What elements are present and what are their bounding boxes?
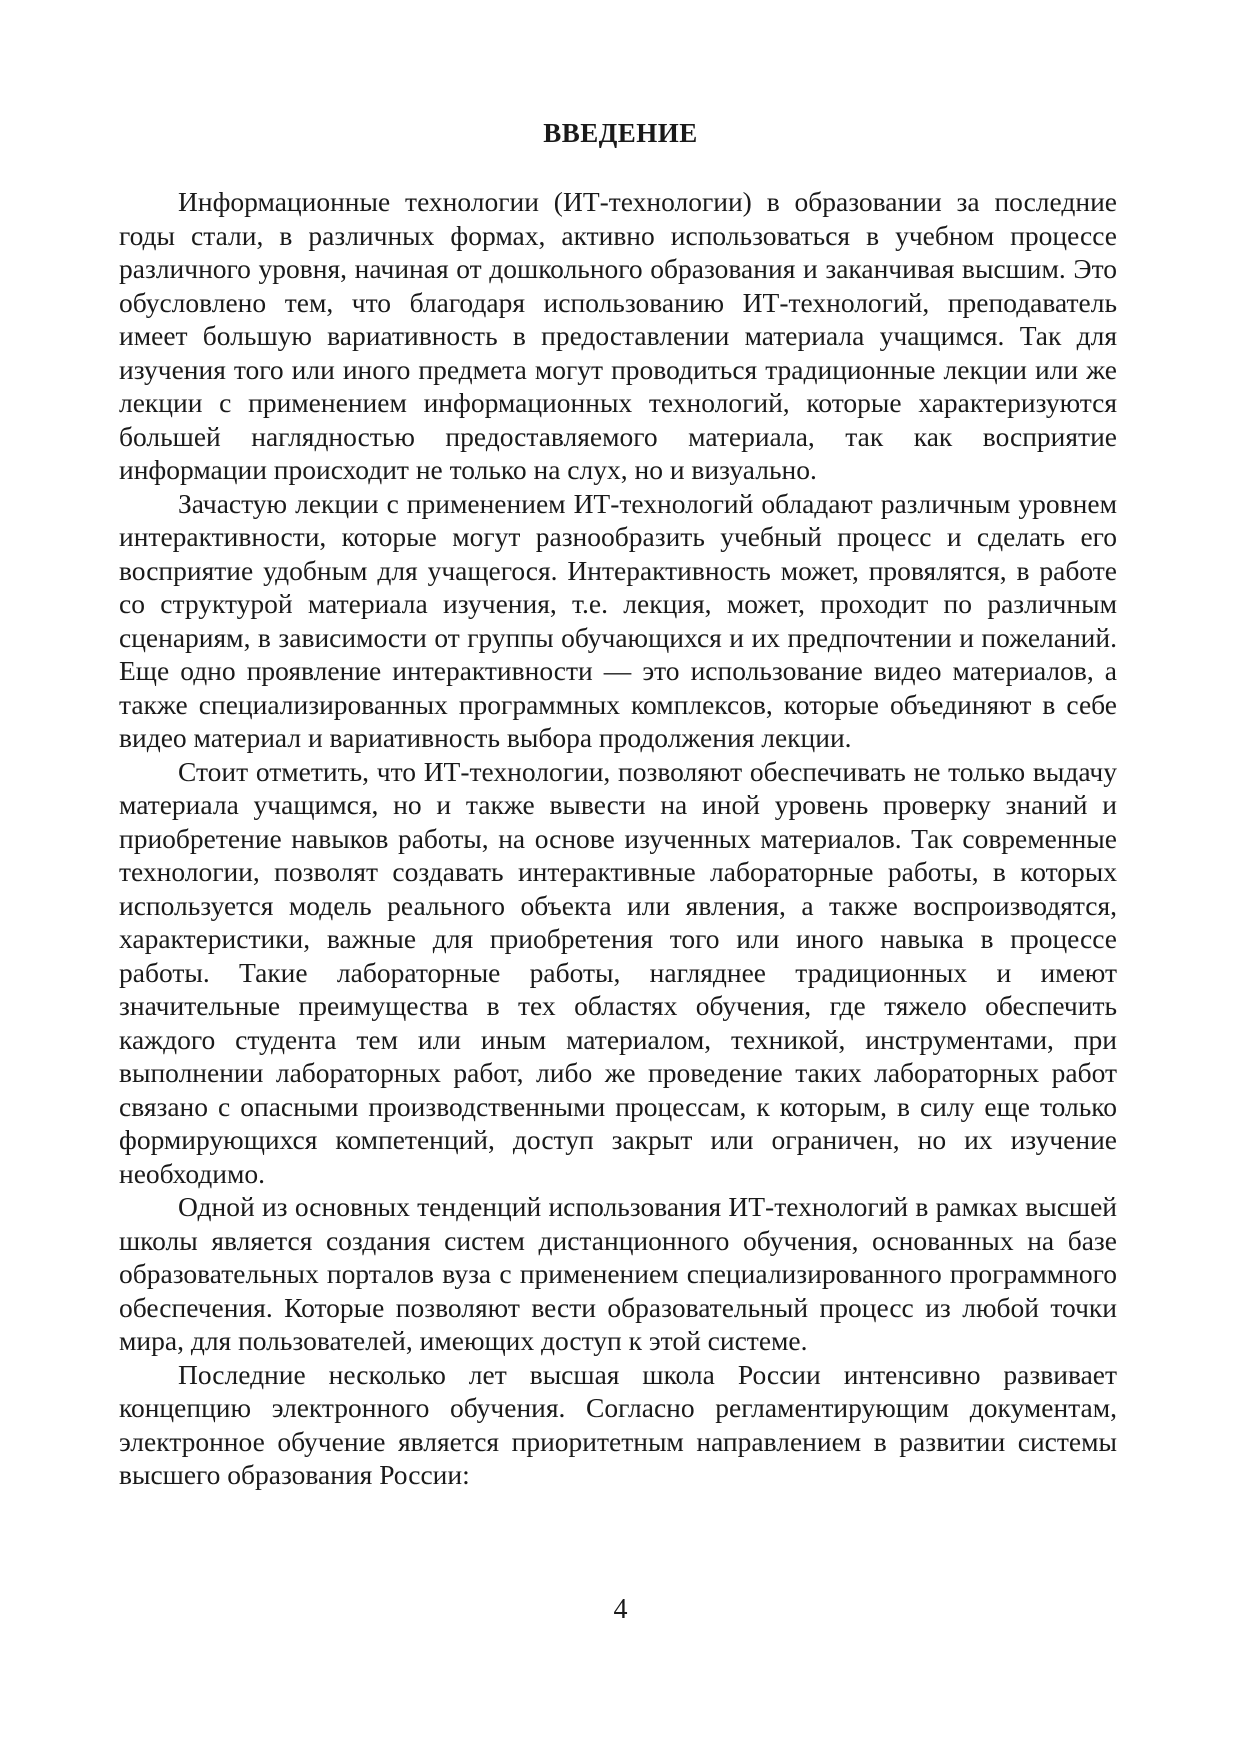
page-number: 4 [613, 1594, 628, 1625]
paragraph: Последние несколько лет высшая школа России интенсивно развивает концепцию электронного обучения. Согласно регламентирующим документам, электронное обучение является приоритетным направлением в развитии системы высшего образования России: [119, 1358, 1117, 1490]
paragraph: Информационные технологии (ИТ-технологии) в образовании за последние годы стали, в различных формах, активно использоваться в учебном процессе различного уровня, начиная от дошкольного образования и заканчивая высшим. Это обусловлено тем, что благодаря использованию ИТ-технологий, преподаватель имеет большую вариативность в предоставлении материала учащимся. Так для изучения того или иного предмета могут проводиться традиционные лекции или же лекции с применением информационных технологий, которые характеризуются большей наглядностью предоставляемого материала, так как восприятие информации происходит не только на слух, но и визуально. [119, 186, 1117, 485]
paragraph: Стоит отметить, что ИТ-технологии, позволяют обеспечивать не только выдачу материала учащимся, но и также вывести на иной уровень проверку знаний и приобретение навыков работы, на основе изученных материалов. Так современные технологии, позволят создавать интерактивные лабораторные работы, в которых используется модель реального объекта или явления, а также воспроизводятся, характеристики, важные для приобретения того или иного навыка в процессе работы. Такие лабораторные работы, нагляднее традиционных и имеют значительные преимущества в тех областях обучения, где тяжело обеспечить каждого студента тем или иным материалом, техникой, инструментами, при выполнении лабораторных работ, либо же проведение таких лабораторных работ связано с опасными производственными процессам, к которым, в силу еще только формирующихся компетенций, доступ закрыт или ограничен, но их изучение необходимо. [119, 755, 1117, 1189]
body-text [119, 185, 1117, 1492]
paragraph: Одной из основных тенденций использования ИТ-технологий в рамках высшей школы является создания систем дистанционного обучения, основанных на базе образовательных порталов вуза с применением специализированного программного обеспечения. Которые позволяют вести образовательный процесс из любой точки мира, для пользователей, имеющих доступ к этой системе. [119, 1191, 1117, 1356]
page-title: ВВЕДЕНИЕ [543, 118, 698, 148]
paragraph: Зачастую лекции с применением ИТ-технологий обладают различным уровнем интерактивности, которые могут разнообразить учебный процесс и сделать его восприятие удобным для учащегося. Интерактивность может, провялятся, в работе со структурой материала изучения, т.е. лекция, может, проходит по различным сценариям, в зависимости от группы обучающихся и их предпочтении и пожеланий. Еще одно проявление интерактивности — это использование видео материалов, а также специализированных программных комплексов, которые объединяют в себе видео материал и вариативность выбора продолжения лекции. [119, 487, 1117, 753]
